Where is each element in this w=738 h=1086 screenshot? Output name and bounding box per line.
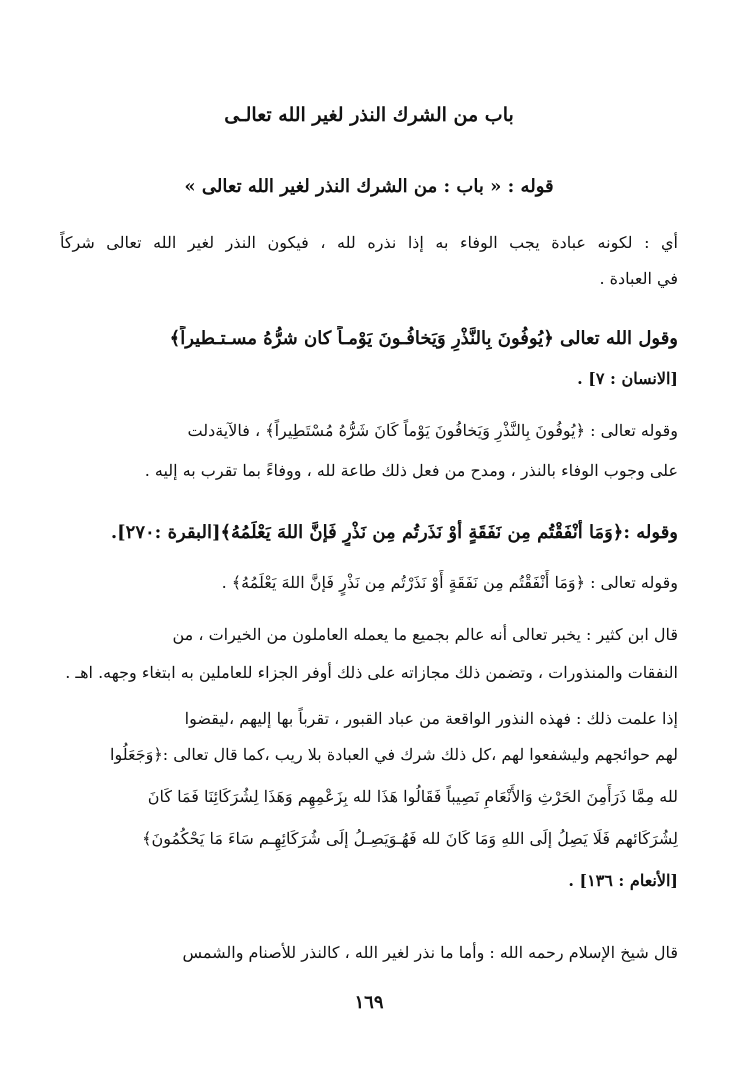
text-line: قال ابن كثير : يخبر تعالى أنه عالم بجميع ما يعمله العاملون من الخيرات ، من (172, 625, 678, 644)
text-line: وقوله تعالى : ﴿يُوفُونَ بِالنَّذْرِ وَيَخافُونَ يَوْماً كَانَ شَرُّهُ مُسْتَطِيراً﴾ ، فالآيةدلت (187, 421, 678, 440)
text-line: وقوله تعالى : ﴿وَمَا أَنْفَقْتُم مِن نَفَقَةٍ أَوْ نَذَرْتُم مِن نَذْرٍ فَإنَّ اللهَ يَعْلَمُهُ﴾ . (221, 573, 678, 592)
page-number: ١٦٩ (354, 992, 384, 1013)
text-line: لله مِمَّا ذَرَأَمِنَ الحَرْثِ وَالأَنْعَامِ نَصِيباً فَقَالُوا هَذَا لله بِزَعْمِهِم وَهَذَا لِشُرَكَائِنَا فَمَا كَانَ (147, 787, 678, 806)
text-line: في العبادة . (599, 269, 678, 288)
section-heading: قوله : « باب : من الشرك النذر لغير الله تعالى » (184, 176, 554, 197)
quran-quote-line: وقوله :﴿وَمَا أَنْفَقْتُم مِن نَفَقَةٍ أَوْ نَذَرتُم مِن نَذْرٍ فَإنَّ اللهَ يَعْلَمُهُ﴾[البقرة :٢٧٠]. (110, 522, 678, 543)
text-line: لهم حوائجهم وليشفعوا لهم ،كل ذلك شرك في العبادة بلا ريب ،كما قال تعالى :﴿وَجَعَلُوا (110, 745, 678, 764)
citation-line: [الأنعام : ١٣٦] . (568, 871, 678, 890)
quran-quote-line: وقول الله تعالى ﴿يُوفُونَ بِالنَّذْرِ وَيَخافُـونَ يَوْمـاً كان شرُّهُ مسـتـطيراً﴾ (169, 328, 678, 349)
text-line: أي : لكونه عبادة يجب الوفاء به إذا نذره لله ، فيكون النذر لغير الله تعالى شركاً (60, 233, 678, 252)
text-line: إذا علمت ذلك : فهذه النذور الواقعة من عباد القبور ، تقرباً بها إليهم ،ليقضوا (184, 709, 678, 728)
citation-line: [الانسان : ٧] . (577, 369, 678, 388)
text-line: لِشُرَكَائهم فَلَا يَصِلُ إلَى اللهِ وَمَا كَانَ لله فَهُـوَيَصِـلُ إلَى شُرَكَائِهِـم سَاءَ مَا يَحْكُمُونَ﴾ (142, 829, 678, 848)
text-line: قال شيخ الإسلام رحمه الله : وأما ما نذر لغير الله ، كالنذر للأصنام والشمس (182, 943, 678, 962)
text-line: على وجوب الوفاء بالنذر ، ومدح من فعل ذلك طاعة لله ، ووفاءً بما تقرب به إليه . (144, 461, 678, 480)
chapter-title: باب من الشرك النذر لغير الله تعالـى (224, 104, 514, 126)
text-line: النفقات والمنذورات ، وتضمن ذلك مجازاته على ذلك أوفر الجزاء للعاملين به ابتغاء وجهه. اهـ . (65, 663, 678, 682)
